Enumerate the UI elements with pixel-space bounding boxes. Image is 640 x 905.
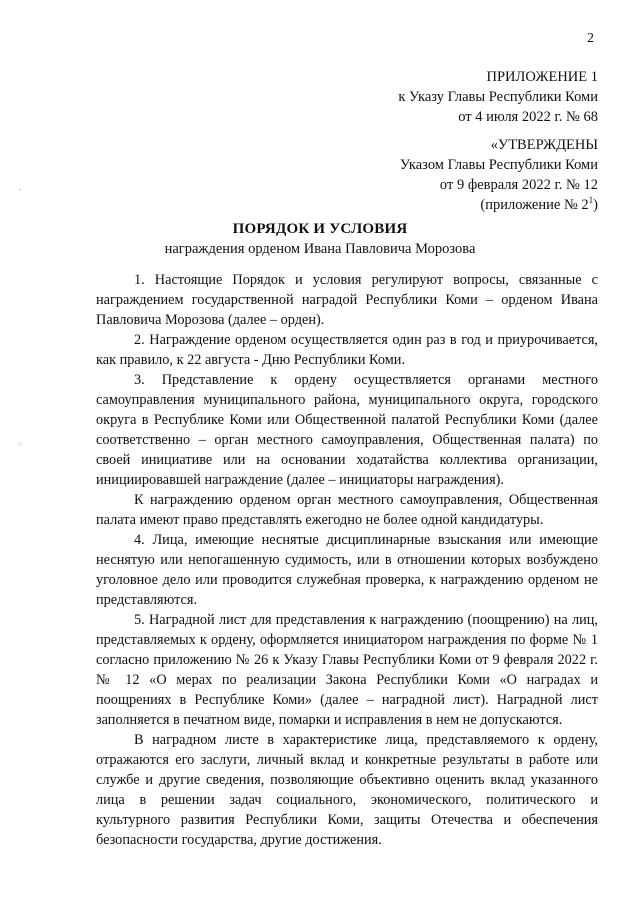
appendix-line-3: от 4 июля 2022 г. № 68 [458,109,598,125]
approved-line-4 [400,195,598,215]
document-body [96,270,598,850]
paragraph-2: 2. Награждение орденом осуществляется один раз в год и приурочивается, как правило, к 22 августа - Дню Республики Коми. [96,332,598,368]
scan-speck [20,189,21,190]
approved-line-3: от 9 февраля 2022 г. № 12 [439,177,598,193]
appendix-line-1: ПРИЛОЖЕНИЕ 1 [486,69,598,85]
scan-speck [20,443,21,444]
page-number: 2 [587,31,594,46]
document-title: ПОРЯДОК И УСЛОВИЯ [232,221,408,237]
approved-line-4-superscript: 1 [588,195,594,206]
approved-line-2: Указом Главы Республики Коми [399,157,598,173]
approved-line-4-suffix: ) [593,197,598,213]
paragraph-1: 1. Настоящие Порядок и условия регулируют вопросы, связанные с награждением государственной наградой Республики Коми – орденом Ивана Павловича Морозова (далее – орден). [96,272,598,328]
document-subtitle: награждения орденом Ивана Павловича Морозова [164,241,476,257]
paragraph-4: К награждению орденом орган местного самоуправления, Общественная палата имеют право представлять ежегодно не более одной кандидатуры. [96,492,598,528]
appendix-line-2: к Указу Главы Республики Коми [398,89,598,105]
approved-line-4-prefix: (приложение № 2 [480,197,589,213]
paragraph-6: 5. Наградной лист для представления к награждению (поощрению) на лиц, представляемых к ордену, оформляется инициатором награждения по форме № 1 согласно приложению № 26 к Указу Главы Республики Коми от 9 февраля 2022 г. № 12 «О мерах по реализации Закона Республики Коми «О наградах и поощрениях в Республике Коми» (далее – наградной лист). Наградной лист заполняется в печатном виде, помарки и исправления в нем не допускаются. [96,612,598,728]
approved-line-1: «УТВЕРЖДЕНЫ [490,137,598,153]
approved-header [400,135,598,215]
appendix-header [398,67,598,127]
paragraph-3: 3. Представление к ордену осуществляется органами местного самоуправления муниципального района, муниципального округа, городского округа в Республике Коми или Общественной палатой Республики Коми (далее соответственно – орган местного самоуправления, Общественная палата) по своей инициативе или на основании ходатайства коллектива организации, инициировавшей награждение (далее – инициаторы награждения). [96,372,598,488]
paragraph-5: 4. Лица, имеющие неснятые дисциплинарные взыскания или имеющие неснятую или непогашенную судимость, или в отношении которых возбуждено уголовное дело или проводится служебная проверка, к награждению орденом не представляются. [96,532,598,608]
paragraph-7: В наградном листе в характеристике лица, представляемого к ордену, отражаются его заслуги, личный вклад и конкретные результаты в работе или службе и другие сведения, позволяющие объективно оценить вклад указанного лица в решении задач социального, экономического, политического и культурного развития Республики Коми, защиты Отечества и обеспечения безопасности государства, другие достижения. [96,732,598,848]
